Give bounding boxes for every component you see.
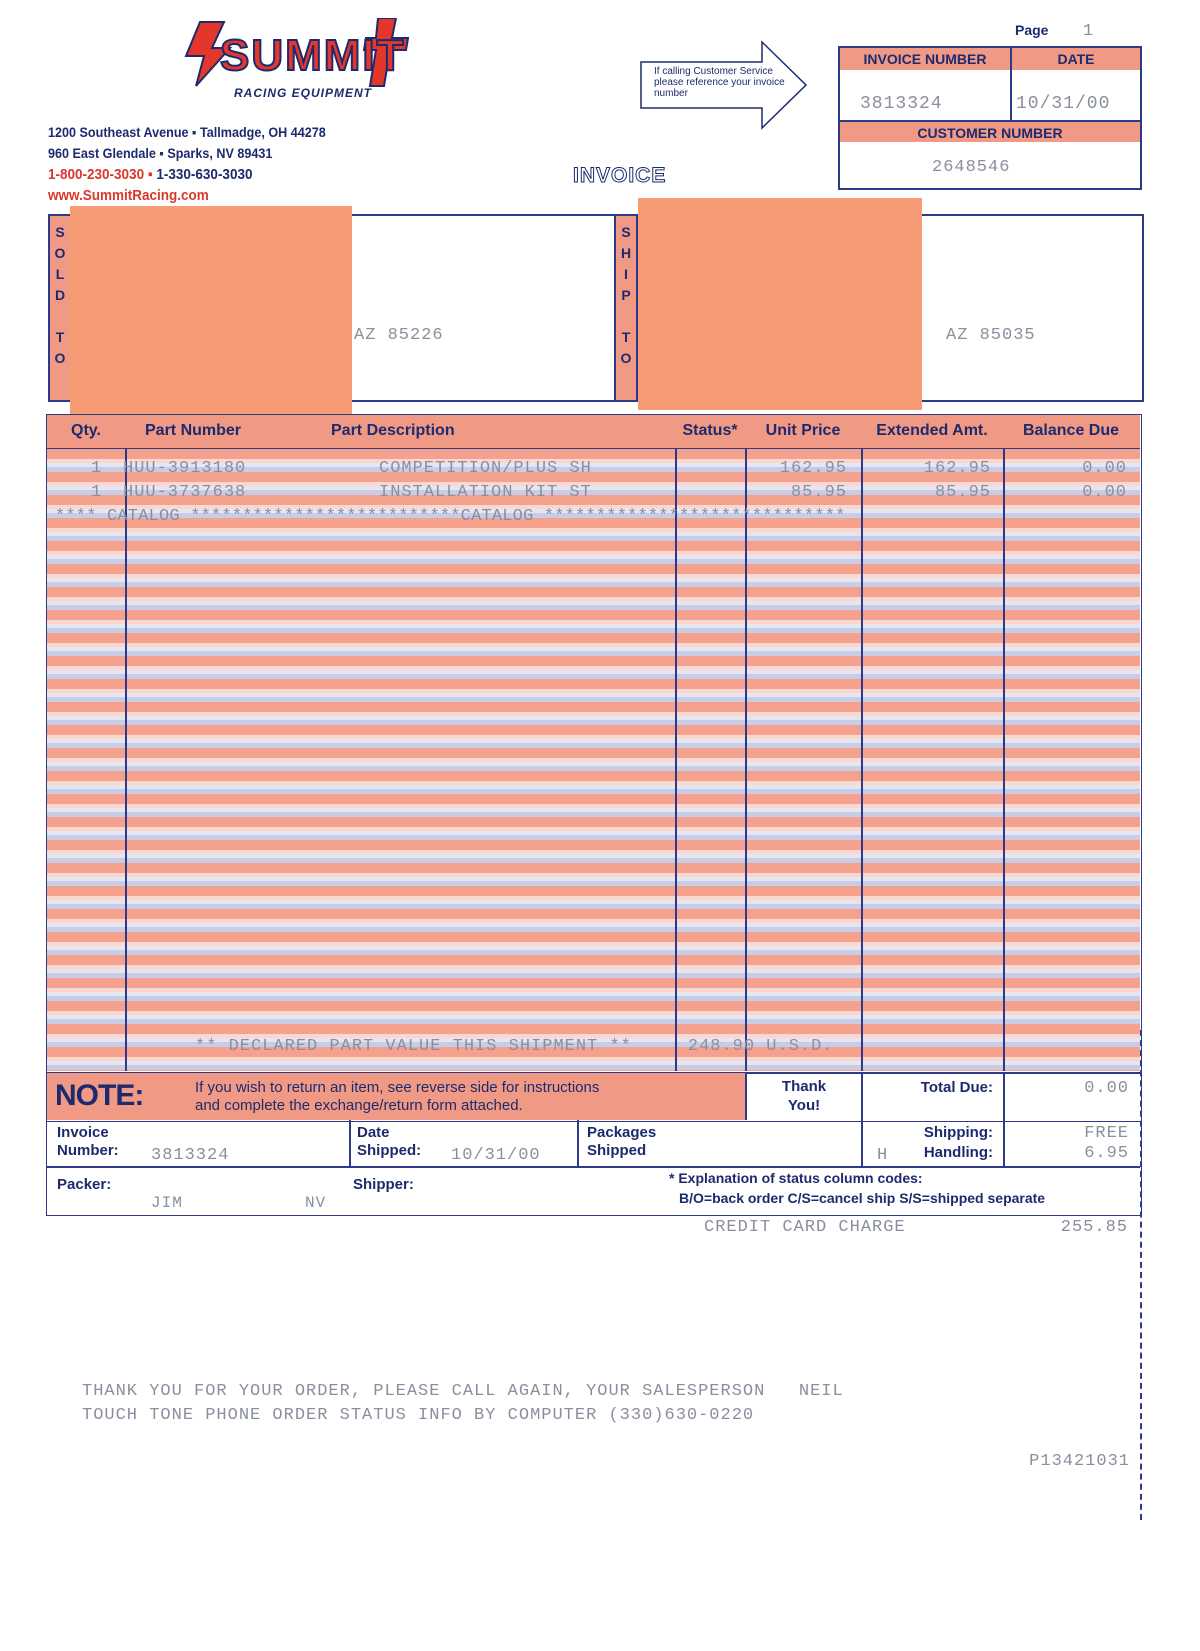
row-part-number: HUU-3737638 [123, 483, 247, 502]
note-label: NOTE: [55, 1079, 144, 1112]
total-due-label: Total Due: [920, 1079, 993, 1096]
row-extended-amt: 162.95 [923, 459, 991, 478]
row-extended-amt: 85.95 [934, 483, 991, 502]
date-value: 10/31/00 [1016, 94, 1111, 114]
row-unit-price: 162.95 [779, 459, 847, 478]
note-row [46, 1072, 1142, 1122]
address-line-1: 1200 Southeast Avenue ▪ Tallmadge, OH 44278 [48, 124, 326, 140]
sold-to-label [50, 216, 72, 400]
invoice-number-footer-label [57, 1124, 119, 1160]
handling-label: Handling: [923, 1144, 993, 1161]
col-header-qty: Qty. [71, 422, 101, 439]
ship-to-letter: S [621, 224, 631, 240]
ship-to-letter: O [620, 350, 632, 366]
logo-subtitle: RACING EQUIPMENT [234, 86, 373, 100]
document-title: INVOICE [573, 164, 667, 187]
row-balance: 0.00 [1082, 459, 1127, 478]
declared-value-line: ** DECLARED PART VALUE THIS SHIPMENT ** 248.90 U.S.D. [195, 1037, 834, 1056]
note-divider [1003, 1073, 1005, 1120]
page-indicator [1015, 22, 1094, 41]
packages-shipped-label [587, 1124, 656, 1160]
date-label: DATE [1012, 48, 1140, 70]
footer-label-line: Number: [57, 1142, 119, 1159]
perforation-edge [1140, 1030, 1142, 1520]
sold-to-letter: O [54, 245, 66, 261]
callout-text: If calling Customer Service please reference your invoice number [654, 66, 785, 99]
col-header-part-number: Part Number [145, 422, 242, 439]
line-items-table [46, 414, 1142, 1074]
summit-logo [178, 18, 418, 104]
credit-card-amount: 255.85 [1060, 1218, 1128, 1237]
footer-divider [577, 1120, 579, 1166]
table-body [47, 449, 1140, 1071]
col-header-part-description: Part Description [331, 422, 455, 439]
customer-service-callout [640, 40, 810, 130]
sold-to-letter: L [55, 266, 65, 282]
company-address [48, 122, 368, 206]
handling-value: 6.95 [1084, 1144, 1129, 1163]
customer-number-label: CUSTOMER NUMBER [840, 120, 1140, 142]
address-line-2: 960 East Glendale ▪ Sparks, NV 89431 [48, 145, 273, 161]
header-divider [1010, 48, 1012, 120]
invoice-number-value: 3813324 [860, 94, 943, 114]
sold-to-letter: S [55, 224, 65, 240]
credit-card-label: CREDIT CARD CHARGE [704, 1218, 906, 1237]
footer-label-line: Shipped: [357, 1142, 422, 1159]
ship-to-letter: I [624, 266, 628, 282]
sold-to-letter: O [54, 350, 66, 366]
packer-label: Packer: [57, 1176, 112, 1193]
col-divider [1003, 449, 1005, 1071]
handling-code: H [877, 1146, 889, 1165]
sold-to-zip: AZ 85226 [354, 326, 444, 345]
note-text-1: If you wish to return an item, see reverse side for instructions [195, 1079, 600, 1096]
page-label: Page [1015, 22, 1049, 38]
footer-label-line: Invoice [57, 1124, 109, 1141]
row-qty: 1 [91, 483, 103, 502]
note-divider [861, 1073, 863, 1120]
ship-to-zip: AZ 85035 [946, 326, 1036, 345]
date-shipped-label [357, 1124, 421, 1160]
status-explanation-2: B/O=back order C/S=cancel ship S/S=shipped separate [679, 1190, 1046, 1206]
row-balance: 0.00 [1082, 483, 1127, 502]
ship-to-letter: P [621, 287, 631, 303]
catalog-line: **** CATALOG **************************CATALOG ***************************** [55, 507, 846, 526]
phone-line [48, 164, 336, 185]
status-explanation-1: * Explanation of status column codes: [669, 1170, 923, 1186]
shipping-label: Shipping: [923, 1124, 993, 1141]
logo-wordmark: SUMMIT [220, 31, 406, 80]
shipper-label: Shipper: [353, 1176, 414, 1193]
col-divider [125, 449, 127, 1071]
invoice-number-label: INVOICE NUMBER [840, 48, 1010, 70]
packer-location: NV [305, 1194, 327, 1212]
footer-row-divider [47, 1166, 1140, 1168]
note-banner [47, 1073, 745, 1120]
footer-label-line: Shipped [587, 1142, 647, 1159]
shipping-value: FREE [1084, 1124, 1129, 1143]
col-header-extended-amt: Extended Amt. [876, 422, 988, 439]
footer-label-line: Date [357, 1124, 390, 1141]
thank-you [747, 1077, 861, 1115]
invoice-number-footer-value: 3813324 [151, 1146, 230, 1165]
footer-divider [349, 1120, 351, 1166]
col-divider [675, 449, 677, 1071]
row-description: INSTALLATION KIT ST [379, 483, 592, 502]
table-header-row [47, 415, 1140, 449]
row-description: COMPETITION/PLUS SH [379, 459, 592, 478]
packer-value: JIM [151, 1194, 183, 1212]
website: www.SummitRacing.com [48, 187, 209, 204]
footer-box [46, 1120, 1142, 1216]
sold-to-redaction [70, 206, 352, 414]
phone-local: 1-330-630-3030 [156, 166, 253, 183]
ship-to-label [616, 216, 638, 400]
customer-number-value: 2648546 [932, 158, 1011, 177]
thank-you-line-2: You! [787, 1097, 821, 1114]
ship-to-letter: H [620, 245, 632, 261]
col-header-unit-price: Unit Price [765, 422, 841, 439]
col-divider [745, 449, 747, 1071]
col-header-balance-due: Balance Due [1022, 422, 1120, 439]
page-number: 1 [1082, 22, 1095, 41]
phone-separator: ▪ [147, 166, 153, 183]
invoice-header-box [838, 46, 1142, 190]
col-header-status: Status* [682, 422, 738, 439]
date-shipped-value: 10/31/00 [451, 1146, 541, 1165]
thank-you-line-1: Thank [781, 1078, 827, 1095]
document-code: P13421031 [1029, 1452, 1130, 1471]
footer-divider [1003, 1120, 1005, 1166]
col-divider [861, 449, 863, 1071]
row-part-number: HUU-3913180 [123, 459, 247, 478]
sold-to-letter: T [55, 329, 65, 345]
footer-divider [861, 1120, 863, 1166]
row-qty: 1 [91, 459, 103, 478]
footer-label-line: Packages [587, 1124, 657, 1141]
ship-to-redaction [638, 198, 922, 410]
note-text-2: and complete the exchange/return form attached. [195, 1097, 523, 1114]
phone-tollfree: 1-800-230-3030 [48, 166, 145, 183]
order-status-message: TOUCH TONE PHONE ORDER STATUS INFO BY COMPUTER (330)630-0220 [82, 1406, 755, 1425]
ship-to-letter: T [621, 329, 631, 345]
total-due-value: 0.00 [1084, 1079, 1129, 1098]
thank-you-message: THANK YOU FOR YOUR ORDER, PLEASE CALL AGAIN, YOUR SALESPERSON NEIL [82, 1382, 844, 1401]
sold-to-letter: D [54, 287, 66, 303]
row-unit-price: 85.95 [790, 483, 847, 502]
